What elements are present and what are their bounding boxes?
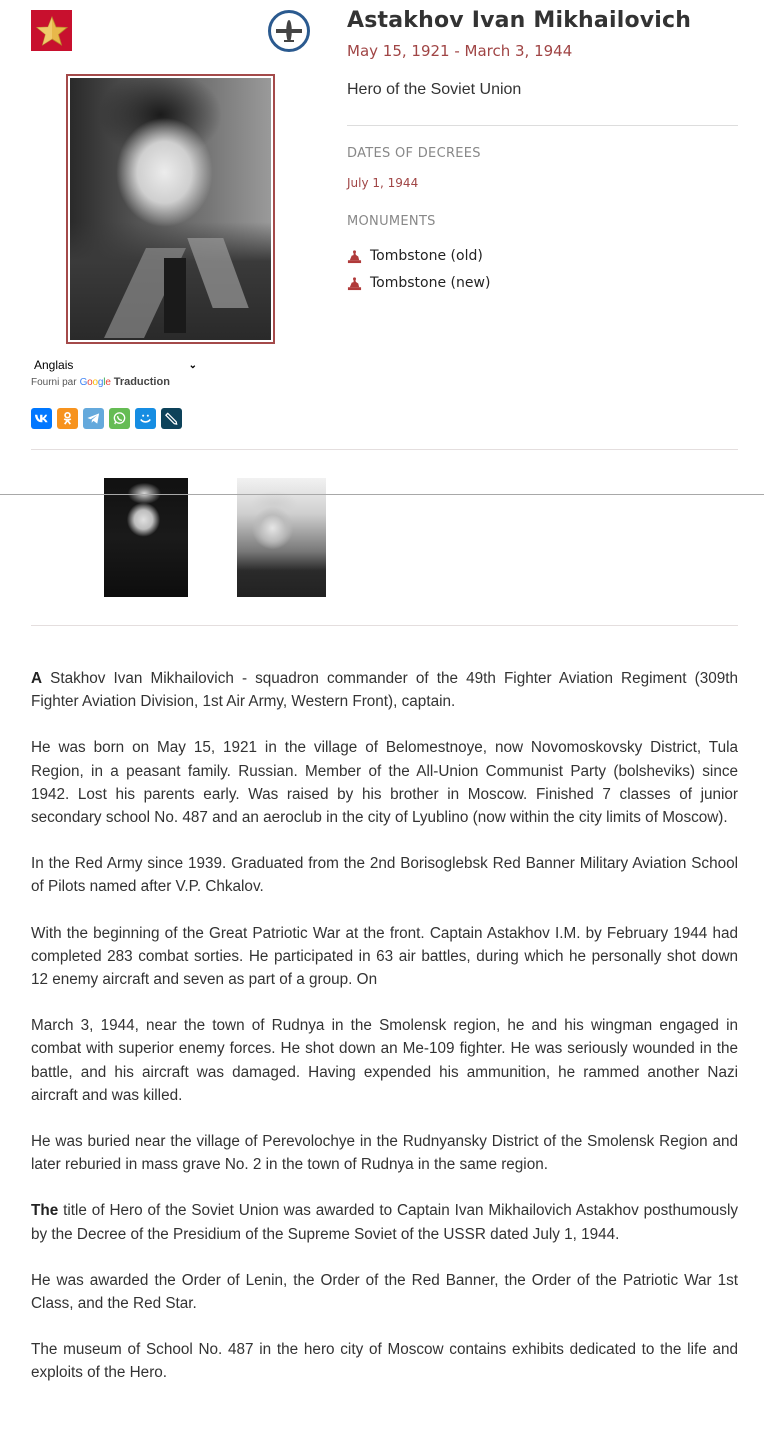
gold-star-icon (36, 15, 68, 47)
monument-label: Tombstone (old) (370, 248, 483, 264)
divider (31, 449, 738, 450)
divider (31, 625, 738, 626)
hero-star-badge (31, 10, 72, 51)
share-moimir-button[interactable] (135, 408, 156, 429)
share-vk-button[interactable] (31, 408, 52, 429)
chevron-down-icon: ⌄ (188, 359, 197, 371)
bio-lead: A (31, 670, 43, 687)
share-telegram-button[interactable] (83, 408, 104, 429)
share-whatsapp-button[interactable] (109, 408, 130, 429)
aviation-badge (268, 10, 310, 52)
share-buttons (31, 408, 182, 429)
bio-paragraph: With the beginning of the Great Patriotic War at the front. Captain Astakhov I.M. by February 1944 had completed 283 combat sorties. He participated in 63 air battles, during which he personally shot down 12 enemy aircraft and seven as part of a group. On (31, 924, 738, 989)
horizontal-rule (0, 494, 764, 495)
page-title: Astakhov Ivan Mikhailovich (347, 8, 692, 33)
monument-link-new[interactable] (347, 275, 490, 291)
divider (347, 125, 738, 126)
gallery-photo-pilot-helmet[interactable] (104, 478, 188, 597)
monument-link-old[interactable] (347, 248, 483, 264)
bio-paragraph: He was buried near the village of Perevolochye in the Rudnyansky District of the Smolensk Region and later reburied in mass grave No. 2 in the town of Rudnya in the same region. (31, 1133, 738, 1174)
airplane-icon (274, 16, 304, 46)
decrees-label: DATES OF DECREES (347, 146, 481, 161)
google-logo[interactable]: Google (79, 377, 111, 388)
odnoklassniki-icon (60, 411, 75, 426)
life-dates: May 15, 1921 - March 3, 1944 (347, 42, 573, 60)
bio-paragraph: A Stakhov Ivan Mikhailovich - squadron commander of the 49th Fighter Aviation Regiment (309th Fighter Aviation Division, 1st Air Army, Western Front), captain. (31, 670, 738, 711)
share-livejournal-button[interactable] (161, 408, 182, 429)
whatsapp-icon (112, 411, 127, 426)
moimir-icon (138, 411, 153, 426)
hero-title: Hero of the Soviet Union (347, 81, 522, 98)
google-translate-attribution (31, 376, 170, 388)
hero-portrait[interactable] (66, 74, 275, 344)
monument-icon (347, 249, 362, 264)
telegram-icon (86, 411, 101, 426)
biography (31, 667, 738, 1408)
powered-by-label: Fourni par (31, 377, 77, 388)
monuments-label: MONUMENTS (347, 214, 436, 229)
bio-paragraph: He was awarded the Order of Lenin, the Order of the Red Banner, the Order of the Patriotic War 1st Class, and the Red Star. (31, 1271, 738, 1313)
vk-icon (34, 411, 49, 426)
decree-date: July 1, 1944 (347, 176, 419, 190)
bio-paragraph: The title of Hero of the Soviet Union was awarded to Captain Ivan Mikhailovich Astakhov posthumously by the Decree of the Presidium of the Supreme Soviet of the USSR dated July 1, 1944. (31, 1202, 738, 1243)
language-select[interactable] (31, 356, 201, 374)
bio-paragraph: In the Red Army since 1939. Graduated from the 2nd Borisoglebsk Red Banner Military Aviation School of Pilots named after V.P. Chkalov. (31, 855, 738, 896)
bio-paragraph: The museum of School No. 487 in the hero city of Moscow contains exhibits dedicated to the life and exploits of the Hero. (31, 1341, 738, 1382)
share-odnoklassniki-button[interactable] (57, 408, 78, 429)
bio-paragraph: March 3, 1944, near the town of Rudnya in the Smolensk region, he and his wingman engaged in combat with superior enemy forces. He shot down an Me-109 fighter. He was seriously wounded in the battle, and his aircraft was damaged. Having expended his ammunition, he rammed another Nazi aircraft and was killed. (31, 1017, 738, 1104)
livejournal-icon (164, 411, 179, 426)
monument-label: Tombstone (new) (370, 275, 491, 291)
translate-label: Traduction (113, 376, 170, 388)
language-selected: Anglais (34, 358, 74, 372)
portrait-image (70, 78, 271, 340)
gallery-photo-portrait[interactable] (237, 478, 326, 597)
monument-icon (347, 276, 362, 291)
bio-paragraph: He was born on May 15, 1921 in the village of Belomestnoye, now Novomoskovsky District, Tula Region, in a peasant family. Russian. Member of the All-Union Communist Party (bolsheviks) since 1942. Lost his parents early. Was raised by his brother in Moscow. Finished 7 classes of junior secondary school No. 487 and an aeroclub in the city of Lyublino (now within the city limits of Moscow). (31, 739, 738, 827)
bio-lead: The (31, 1202, 59, 1220)
